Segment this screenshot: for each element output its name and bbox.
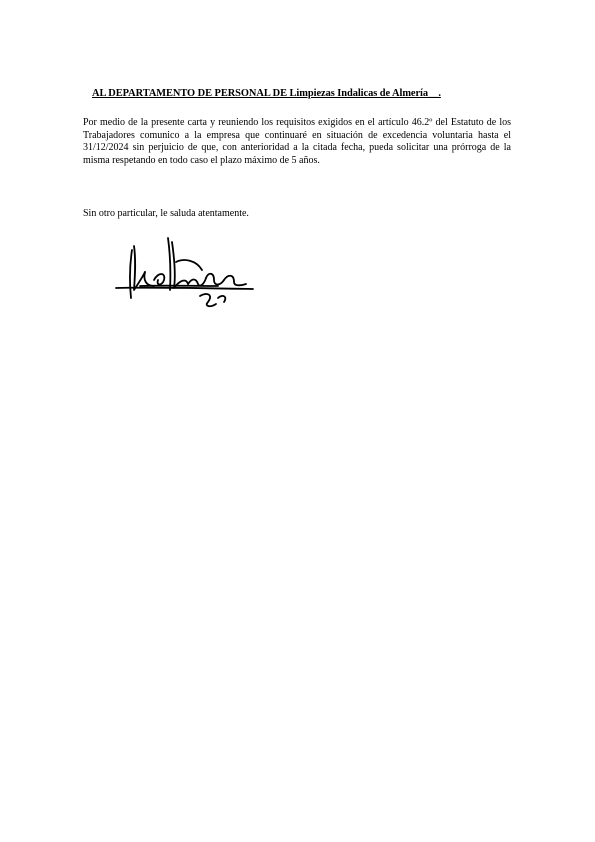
letter-closing: Sin otro particular, le saluda atentamente. bbox=[83, 208, 249, 219]
letter-body-paragraph: Por medio de la presente carta y reuniendo los requisitos exigidos en el artículo 46.2º del Estatuto de los Trabajadores comunico a la empresa que continuaré en situación de excedencia voluntaria hasta el 31/12/2024 sin perjuicio de que, con anterioridad a la citada fecha, pueda solicitar una prórroga de la misma respetando en todo caso el plazo máximo de 5 años. bbox=[83, 117, 511, 166]
letter-heading: AL DEPARTAMENTO DE PERSONAL DE Limpiezas Indalicas de Almería__. bbox=[92, 88, 441, 99]
handwritten-signature bbox=[110, 228, 260, 313]
